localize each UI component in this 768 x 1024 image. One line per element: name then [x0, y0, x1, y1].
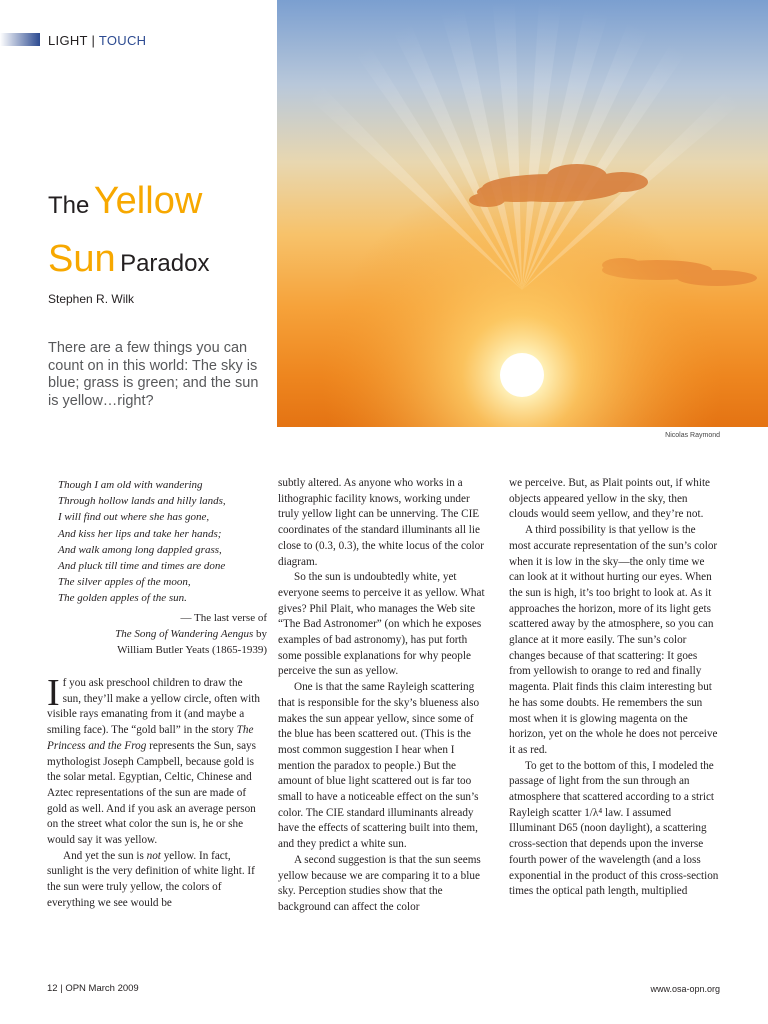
section-separator: | — [87, 33, 99, 48]
text-run: And yet the sun is — [63, 849, 147, 862]
story-title: The Princess and the Frog — [47, 724, 254, 752]
section-label-light: LIGHT — [48, 33, 88, 48]
body-column-1 — [47, 672, 260, 912]
poem-line: I will find out where she has gone, — [58, 511, 210, 524]
article-title — [48, 176, 209, 292]
poem-line: The silver apples of the moon, — [58, 576, 191, 589]
poem-line: Though I am old with wandering — [58, 479, 203, 491]
title-word-sun: Sun — [48, 238, 116, 280]
body-paragraph — [509, 759, 719, 900]
sunset-illustration — [277, 0, 768, 427]
footer-page-info: 12 | OPN March 2009 — [47, 983, 139, 994]
section-accent-bar — [0, 33, 40, 46]
author-byline: Stephen R. Wilk — [48, 292, 135, 306]
body-column-3 — [509, 476, 719, 900]
body-paragraph: So the sun is undoubtedly white, yet everyone seems to perceive it as yellow. What gives? Phil Plait, who manages the Web site “The Bad Astronomer” (on which he exposes examples of bad astronomy), has put forth some possible explanations for why people perceive the sun as yellow. — [278, 571, 485, 678]
body-paragraph-continued: we perceive. But, as Plait points out, if white objects appeared yellow in the sky, then clouds would seem yellow, and they’re not. — [509, 477, 711, 521]
text-run: To get to the bottom of this, I modeled the passage of light from the sun through an atmosphere that scattered according to a strict Rayleigh scatter — [509, 759, 715, 819]
attribution-title: The Song of Wandering Aengus — [115, 628, 254, 641]
article-deck: There are a few things you can count on in this world: The sky is blue; grass is green; and the sun is yellow…right? — [48, 340, 259, 409]
epigraph-poem — [58, 477, 268, 607]
poem-line: Through hollow lands and hilly lands, — [58, 495, 226, 508]
poem-line: The golden apples of the sun. — [58, 592, 187, 605]
sunset-photo — [277, 0, 768, 427]
body-paragraph: One is that the same Rayleigh scattering that is responsible for the sky’s blueness also makes the sun appear yellow, since some of the blue has been scattered out. (This is the most common suggestion I hear when I mention the paradox to people.) But the amount of blue light scattered out is far too small to have a noticeable effect on the sun’s color. The CIE standard illuminants already have the effects of scattering built into them, and they predict a white sun. — [278, 681, 480, 851]
text-run: represents the Sun, says mythologist Joseph Campbell, because gold is the solar metal. Egyptian, Celtic, Chinese and Aztec representations of the sun are made of gold as well. And if you ask an average person on the street what color the sun is, he or she would say it was yellow. — [47, 739, 257, 847]
section-label-touch: TOUCH — [98, 33, 147, 48]
body-paragraph — [47, 849, 260, 912]
section-tag — [48, 33, 146, 48]
attribution-author: William Butler Yeats (1865-1939) — [117, 644, 267, 657]
photo-credit: Nicolas Raymond — [665, 432, 720, 439]
attribution-by: by — [253, 628, 267, 641]
body-paragraph — [47, 672, 260, 849]
attribution-prefix: — The last verse of — [180, 612, 267, 624]
text-run: yellow. In fact, sunlight is the very definition of white light. If the sun were truly yellow, the colors of everything we see would be — [47, 849, 255, 909]
title-word-yellow: Yellow — [93, 180, 203, 222]
text-run: law. I assumed Illuminant D65 (noon daylight), a scattering cross-section that depends upon the inverse fourth power of the wavelength (and a loss exponential in the product of this cross-section times the optical path length, multiplied — [509, 806, 719, 898]
scatter-law: 1/λ⁴ — [584, 806, 603, 819]
body-column-2 — [278, 476, 488, 916]
body-paragraph: A third possibility is that yellow is the most accurate representation of the sun’s color when it is low in the sky—the only time we can look at it without hurting our eyes. When the sun is high, it’s too bright to look at. As it approaches the horizon, more of its light gets scattered away by the atmosphere, so you can glance at it more easily. The sun’s color changes because of that scattering: It goes from yellowish to orange to red and finally magenta. Plait finds this claim interesting but he has some doubts. He remembers the sun most when it is glowing magenta on the horizon, yet on the whole he does not perceive it as red. — [509, 524, 718, 756]
poem-line: And kiss her lips and take her hands; — [58, 527, 222, 540]
title-word-the: The — [48, 192, 90, 219]
footer-url: www.osa-opn.org — [650, 984, 720, 994]
text-run: f you ask preschool children to draw the sun, they’ll make a yellow circle, often with visible rays emanating from it (and maybe a smiling face). The “gold ball” in the story — [47, 677, 260, 737]
emphasis: not — [146, 849, 161, 862]
body-paragraph-continued: subtly altered. As anyone who works in a lithographic facility knows, working under truly yellow light can be unnerving. The CIE coordinates of the standard illuminants all lie close to (0.3, 0.3), the white locus of the color diagram. — [278, 477, 484, 568]
poem-attribution — [48, 610, 267, 659]
title-word-paradox: Paradox — [120, 250, 210, 277]
poem-line: And walk among long dappled grass, — [58, 543, 222, 556]
poem-line: And pluck till time and times are done — [58, 560, 226, 573]
body-paragraph: A second suggestion is that the sun seems yellow because we are comparing it to a blue sky. Perception studies show that the background can affect the color — [278, 853, 481, 913]
drop-cap: I — [47, 672, 60, 714]
